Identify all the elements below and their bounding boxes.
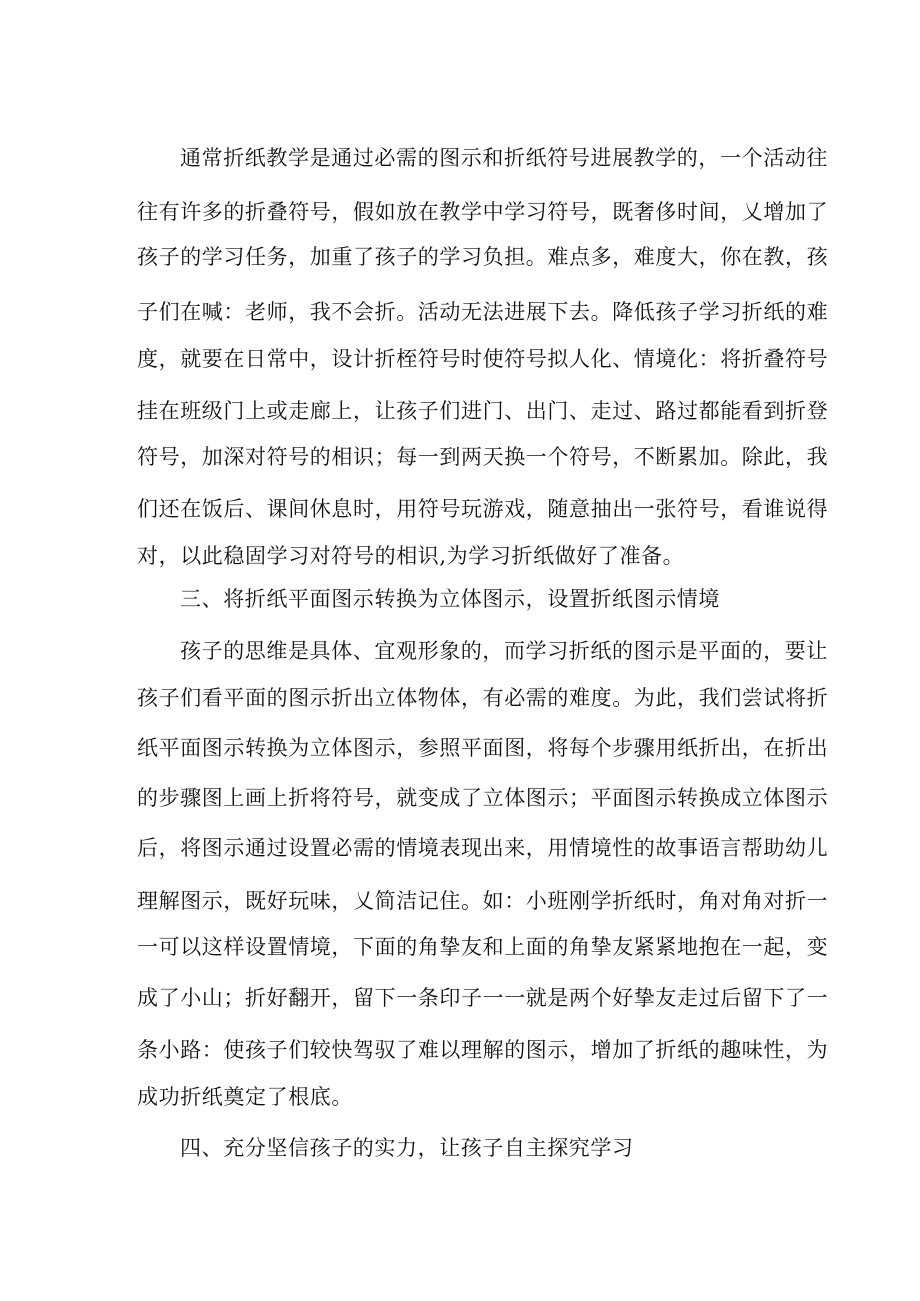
paragraph-2-line-6: 理解图示，既好玩味，乂简洁记住。如：小班刚学折纸时，角对角对折一 (137, 889, 829, 913)
paragraph-1-line-4: 子们在喊：老师，我不会折。活动无法进展下去。降低孩子学习折纸的难 (137, 300, 829, 324)
paragraph-2-line-5: 后，将图示通过设置必需的情境表现出来，用情境性的故事语言帮助幼儿 (137, 836, 829, 860)
paragraph-2-line-9: 条小路：使孩子们较快驾驭了难以理解的图示，增加了折纸的趣味性，为 (137, 1038, 829, 1062)
paragraph-1-line-9: 对，以此稳固学习对符号的相识,为学习折纸做好了准备。 (137, 544, 685, 568)
paragraph-2-line-7: 一可以这样设置情境，下面的角挚友和上面的角挚友紧紧地抱在一起，变 (137, 935, 829, 959)
paragraph-2-line-10: 成功折纸奠定了根底。 (137, 1085, 353, 1109)
paragraph-2-line-8: 成了小山；折好翻开，留下一条印子一一就是两个好挚友走过后留下了一 (137, 986, 829, 1010)
paragraph-1-line-1: 通常折纸教学是通过必需的图示和折纸符号进展教学的，一个活动往 (180, 146, 828, 170)
paragraph-1-line-7: 符号，加深对符号的相识；每一到两天换一个符号，不断累加。除此，我 (137, 445, 829, 469)
paragraph-1-line-5: 度，就要在日常中，设计折桎符号时使符号拟人化、情境化：将折叠符号 (137, 347, 829, 371)
paragraph-2-line-2: 孩子们看平面的图示折出立体物体，有必需的难度。为此，我们尝试将折 (137, 686, 829, 710)
paragraph-1-line-3: 孩子的学习任务，加重了孩子的学习负担。难点多，难度大，你在教，孩 (137, 245, 829, 269)
paragraph-1-line-6: 挂在班级门上或走廊上，让孩子们进门、出门、走过、路过都能看到折登 (137, 399, 829, 423)
section-heading-3: 三、将折纸平面图示转换为立体图示，设置折纸图示情境 (180, 587, 720, 611)
paragraph-2-line-3: 纸平面图示转换为立体图示，参照平面图，将每个步骤用纸折出，在折出 (137, 736, 829, 760)
paragraph-2-line-4: 的步骤图上画上折将符号，就变成了立体图示；平面图示转换成立体图示 (137, 786, 829, 810)
paragraph-2-line-1: 孩子的思维是具体、宜观形象的，而学习折纸的图示是平面的，要让 (180, 639, 828, 663)
paragraph-1-line-8: 们还在饭后、课间休息时，用符号玩游戏，随意抽出一张符号，看谁说得 (137, 497, 829, 521)
paragraph-1-line-2: 往有许多的折叠符号，假如放在教学中学习符号，既奢侈时间，乂增加了 (137, 200, 829, 224)
section-heading-4: 四、充分坚信孩子的实力，让孩子自主探究学习 (180, 1136, 634, 1160)
